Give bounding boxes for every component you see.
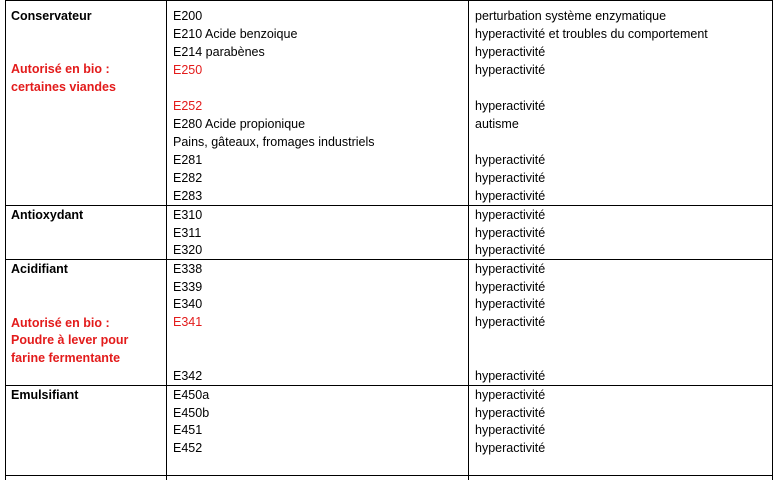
additive-code: E340 (173, 297, 203, 311)
additive-code: E214 parabènes (173, 45, 265, 59)
category-label: Conservateur (11, 9, 92, 23)
bio-note-line: certaines viandes (11, 80, 116, 94)
additive-code: E200 (173, 9, 203, 23)
health-effect: hyperactivité (475, 406, 546, 420)
additive-code: E341 (173, 315, 203, 329)
health-effect: hyperactivité (475, 441, 546, 455)
health-effect: hyperactivité (475, 171, 546, 185)
additive-code: E250 (173, 63, 203, 77)
additive-code: E252 (173, 99, 203, 113)
additive-code: E320 (173, 243, 203, 257)
bio-note-line: Autorisé en bio : (11, 62, 110, 76)
additive-code: E311 (173, 226, 202, 240)
health-effect: hyperactivité et troubles du comportement (475, 27, 708, 41)
health-effect: hyperactivité (475, 63, 546, 77)
bio-note-line: Poudre à lever pour (11, 333, 129, 347)
health-effect: hyperactivité (475, 208, 546, 222)
additive-code: E450b (173, 406, 210, 420)
additive-code: E342 (173, 369, 203, 383)
health-effect: hyperactivité (475, 280, 546, 294)
health-effect: hyperactivité (475, 262, 546, 276)
row-divider (5, 385, 773, 386)
health-effect: hyperactivité (475, 99, 546, 113)
bio-note-line: Autorisé en bio : (11, 316, 110, 330)
additives-table (5, 0, 773, 480)
health-effect: hyperactivité (475, 315, 546, 329)
health-effect: hyperactivité (475, 423, 546, 437)
additive-code: E338 (173, 262, 203, 276)
additive-code: E282 (173, 171, 203, 185)
category-label: Emulsifiant (11, 388, 79, 402)
column-divider (166, 0, 167, 480)
health-effect: perturbation système enzymatique (475, 9, 667, 23)
health-effect: hyperactivité (475, 153, 546, 167)
health-effect: hyperactivité (475, 243, 546, 257)
category-label: Antioxydant (11, 208, 84, 222)
health-effect: hyperactivité (475, 369, 546, 383)
additive-code: E281 (173, 153, 203, 167)
additive-code: E452 (173, 441, 203, 455)
row-divider (5, 259, 773, 260)
health-effect: autisme (475, 117, 519, 131)
category-label: Acidifiant (11, 262, 68, 276)
row-divider (5, 475, 773, 476)
bio-note-line: farine fermentante (11, 351, 121, 365)
additive-code: E451 (173, 423, 203, 437)
additive-code: E450a (173, 388, 210, 402)
additive-code: E283 (173, 189, 203, 203)
column-divider (5, 0, 6, 480)
column-divider (468, 0, 469, 480)
health-effect: hyperactivité (475, 189, 546, 203)
row-divider (5, 205, 773, 206)
additive-code: E210 Acide benzoique (173, 27, 298, 41)
health-effect: hyperactivité (475, 297, 546, 311)
additive-code: E310 (173, 208, 203, 222)
health-effect: hyperactivité (475, 45, 546, 59)
column-divider (772, 0, 773, 480)
additive-code: E280 Acide propionique (173, 117, 306, 131)
health-effect: hyperactivité (475, 388, 546, 402)
row-divider (5, 0, 773, 1)
additive-code: Pains, gâteaux, fromages industriels (173, 135, 375, 149)
health-effect: hyperactivité (475, 226, 546, 240)
additive-code: E339 (173, 280, 203, 294)
